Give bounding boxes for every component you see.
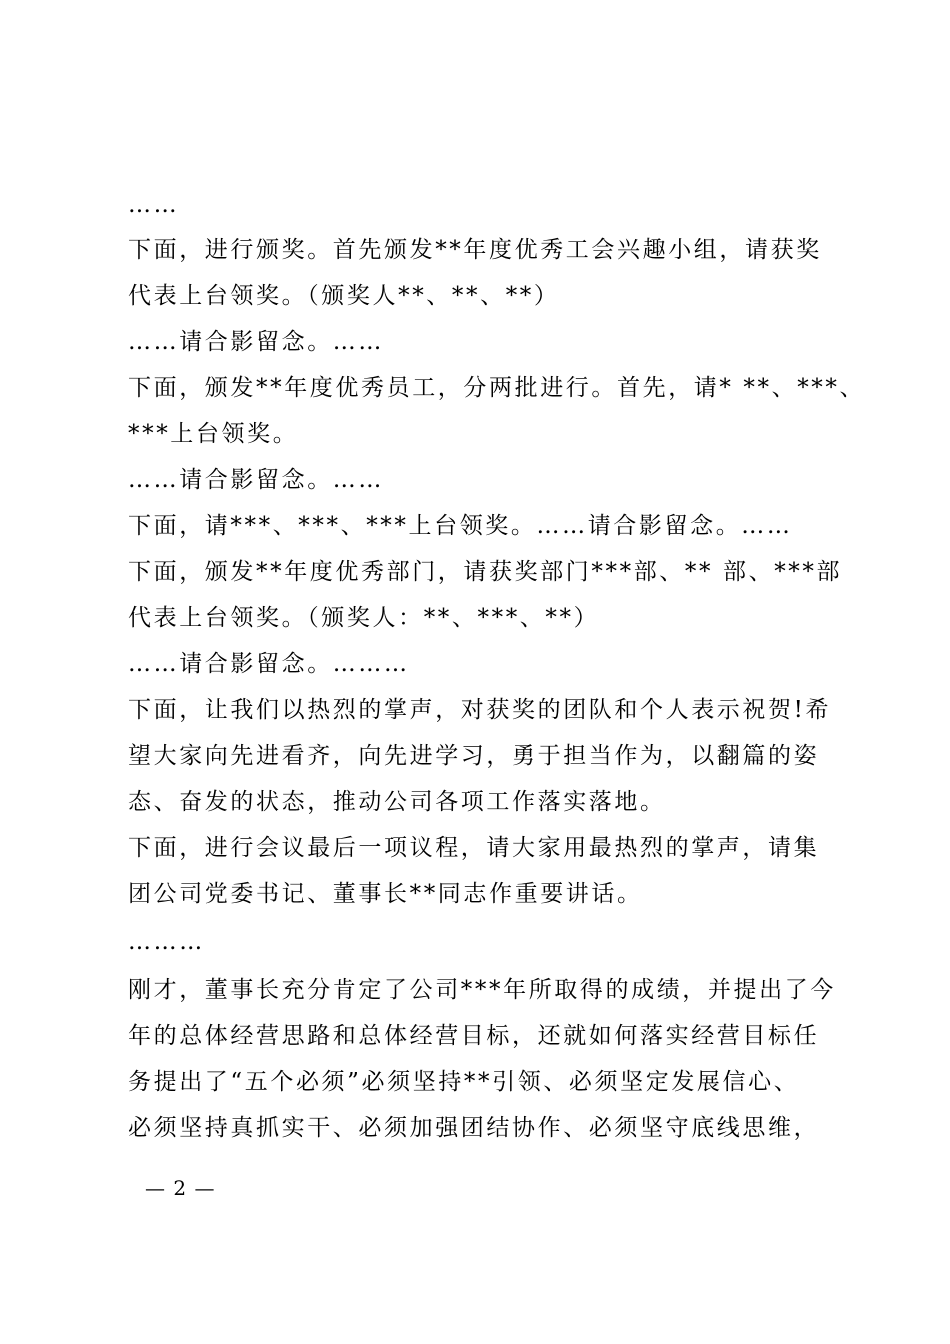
text-line: ***上台领奖。	[128, 421, 299, 447]
text-line: 年的总体经营思路和总体经营目标，还就如何落实经营目标任	[128, 1023, 820, 1049]
text-line: 下面，让我们以热烈的掌声，对获奖的团队和个人表示祝贺!希	[128, 697, 832, 723]
text-line: 务提出了“五个必须”必须坚持**引领、必须坚定发展信心、	[128, 1069, 800, 1095]
text-line: 下面，颁发**年度优秀部门，请获奖部门***部、** 部、***部	[128, 559, 843, 585]
document-body	[128, 184, 866, 1151]
text-line: ………	[128, 929, 205, 955]
page-number: — 2 —	[145, 1176, 216, 1200]
text-line: ……请合影留念。……	[128, 467, 384, 493]
text-line: 下面，颁发**年度优秀员工，分两批进行。首先，请* **、***、	[128, 375, 866, 401]
text-line: 态、奋发的状态，推动公司各项工作落实落地。	[128, 789, 666, 815]
text-line: 代表上台领奖。（颁奖人：**、***、**）	[128, 605, 600, 631]
text-line: ……请合影留念。………	[128, 651, 410, 677]
text-line: 代表上台领奖。（颁奖人**、**、**）	[128, 283, 560, 309]
text-line: 下面，请***、***、***上台领奖。……请合影留念。……	[128, 513, 793, 539]
text-line: 下面，进行会议最后一项议程，请大家用最热烈的掌声，请集	[128, 835, 820, 861]
text-line: 望大家向先进看齐，向先进学习，勇于担当作为，以翻篇的姿	[128, 743, 820, 769]
text-line: 团公司党委书记、董事长**同志作重要讲话。	[128, 881, 643, 907]
text-line: 刚才，董事长充分肯定了公司***年所取得的成绩，并提出了今	[128, 977, 836, 1003]
text-line: 必须坚持真抓实干、必须加强团结协作、必须坚守底线思维，	[128, 1115, 820, 1141]
text-line: 下面，进行颁奖。首先颁发**年度优秀工会兴趣小组，请获奖	[128, 237, 822, 263]
text-line: ……	[128, 192, 180, 218]
text-line: ……请合影留念。……	[128, 329, 384, 355]
